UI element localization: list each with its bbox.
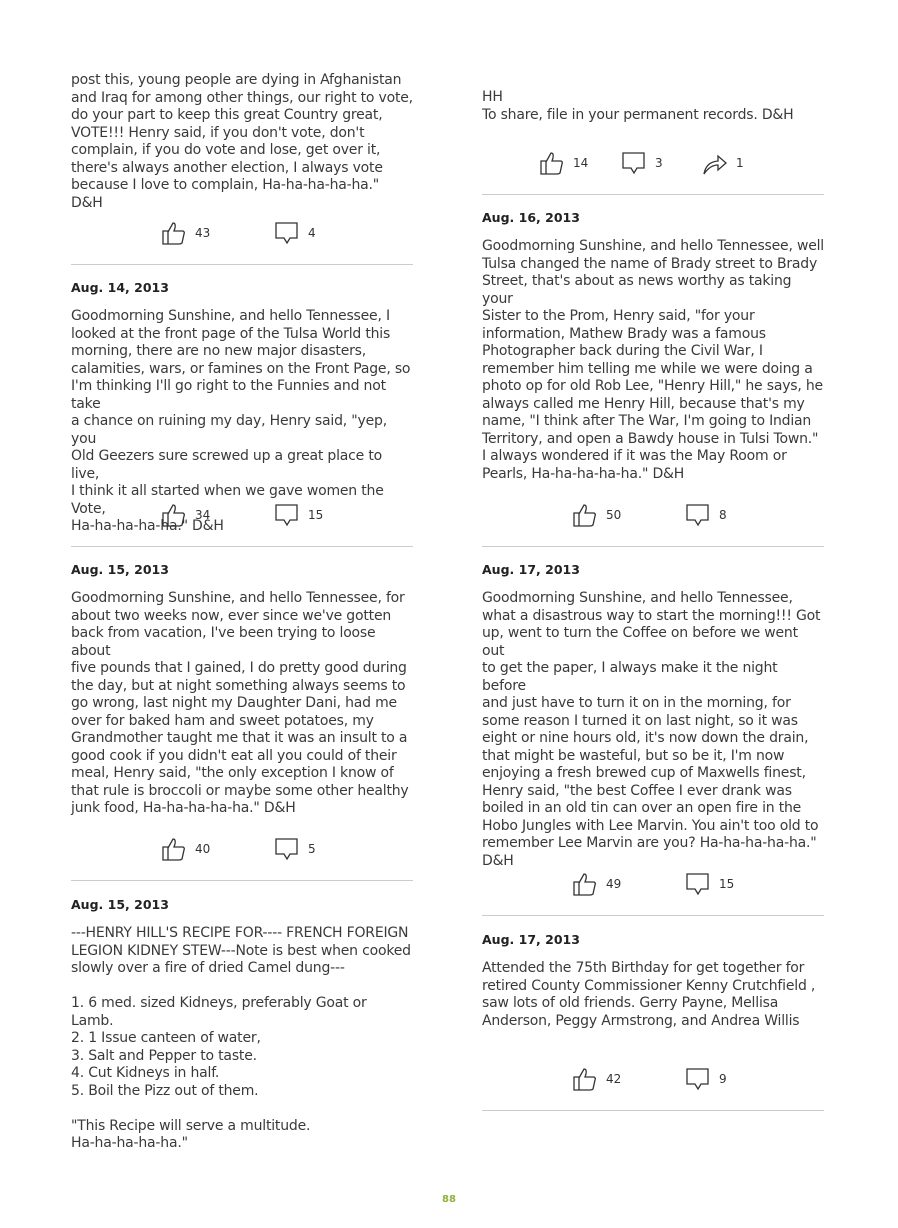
post-text: HH To share, file in your permanent records. D&H xyxy=(482,89,794,123)
thumbs-up-icon xyxy=(572,1066,598,1092)
divider xyxy=(71,264,413,265)
comment-icon xyxy=(274,220,300,246)
like-button[interactable] xyxy=(161,502,210,528)
reaction-bar xyxy=(482,150,824,190)
divider xyxy=(482,194,824,195)
comment-count: 4 xyxy=(308,226,316,240)
reaction-bar xyxy=(482,502,824,542)
post-text: post this, young people are dying in Afghanistan and Iraq for among other things, our right to vote, do your part to keep this great Country great, VOTE!!! Henry said, if you don't vote, don't complain, if you do vote and lose, get over it, there's always another election, I always vote because I love to complain, Ha-ha-ha-ha-ha." D&H xyxy=(71,72,413,211)
comment-icon xyxy=(274,836,300,862)
post xyxy=(71,895,413,1153)
thumbs-up-icon xyxy=(161,502,187,528)
reaction-bar xyxy=(482,871,824,911)
like-button[interactable] xyxy=(539,150,588,176)
comment-button[interactable] xyxy=(274,836,316,862)
share-count: 1 xyxy=(736,156,744,170)
post xyxy=(482,208,824,483)
comment-icon xyxy=(685,1066,711,1092)
like-count: 40 xyxy=(195,842,211,856)
comment-button[interactable] xyxy=(685,502,727,528)
thumbs-up-icon xyxy=(161,220,187,246)
comment-button[interactable] xyxy=(274,502,323,528)
divider xyxy=(482,1110,824,1111)
post-fragment xyxy=(482,89,824,124)
divider xyxy=(71,546,413,547)
post-text: ---HENRY HILL'S RECIPE FOR---- FRENCH FOREIGN LEGION KIDNEY STEW---Note is best when cooked slowly over a fire of dried Camel dung--- 1. 6 med. sized Kidneys, preferably Goat or Lamb. 2. 1 Issue canteen of water, 3. Salt and Pepper to taste. 4. Cut Kidneys in half. 5. Boil the Pizz out of them. "This Recipe will serve a multitude. Ha-ha-ha-ha-ha." xyxy=(71,925,411,1151)
like-button[interactable] xyxy=(161,836,210,862)
divider xyxy=(482,915,824,916)
like-button[interactable] xyxy=(572,502,621,528)
comment-button[interactable] xyxy=(685,871,734,897)
post-date: Aug. 17, 2013 xyxy=(482,932,580,947)
comment-count: 9 xyxy=(719,1072,727,1086)
post-text: Goodmorning Sunshine, and hello Tennessee, what a disastrous way to start the morning!!! Got up, went to turn the Coffee on before we went out to get the paper, I always make it the night before and just have to turn it on in the morning, for some reason I turned it on last night, so it was eight or nine hours old, it's now down the drain, that might be wasteful, but so be it, I'm now enjoying a fresh brewed cup of Maxwells finest, Henry said, "the best Coffee I ever drank was boiled in an old tin can over an open fire in the Hobo Jungles with Lee Marvin. You ain't too old to remember Lee Marvin are you? Ha-ha-ha-ha-ha." D&H xyxy=(482,590,821,869)
comment-count: 5 xyxy=(308,842,316,856)
post-date: Aug. 15, 2013 xyxy=(71,897,169,912)
post-text: Goodmorning Sunshine, and hello Tennessee, I looked at the front page of the Tulsa World this morning, there are no new major disasters, calamities, wars, or famines on the Front Page, so I'm thinking I'll go right to the Funnies and not take a chance on ruining my day, Henry said, "yep, you Old Geezers sure screwed up a great place to live, I think it all started when we gave women the Vote, Ha-ha-ha-ha-ha." D&H xyxy=(71,308,411,534)
like-count: 42 xyxy=(606,1072,622,1086)
post xyxy=(482,560,824,870)
comment-count: 15 xyxy=(308,508,324,522)
thumbs-up-icon xyxy=(539,150,565,176)
share-icon xyxy=(702,150,728,176)
divider xyxy=(482,546,824,547)
post xyxy=(71,278,413,536)
reaction-bar xyxy=(71,836,413,876)
thumbs-up-icon xyxy=(572,871,598,897)
like-count: 50 xyxy=(606,508,622,522)
comment-icon xyxy=(685,502,711,528)
divider xyxy=(71,880,413,881)
comment-button[interactable] xyxy=(274,220,316,246)
post-date: Aug. 15, 2013 xyxy=(71,562,169,577)
comment-icon xyxy=(685,871,711,897)
thumbs-up-icon xyxy=(161,836,187,862)
post-text: Goodmorning Sunshine, and hello Tennessee, for about two weeks now, ever since we've gotten back from vacation, I've been trying to loose about five pounds that I gained, I do pretty good during the day, but at night something always seems to go wrong, last night my Daughter Dani, had me over for baked ham and sweet potatoes, my Grandmother taught me that it was an insult to a good cook if you didn't eat all you could of their meal, Henry said, "the only exception I know of that rule is broccoli or maybe some other healthy junk food, Ha-ha-ha-ha-ha." D&H xyxy=(71,590,409,816)
post-text: Goodmorning Sunshine, and hello Tennessee, well Tulsa changed the name of Brady street to Brady Street, that's about as news worthy as taking your Sister to the Prom, Henry said, "for your information, Mathew Brady was a famous Photographer back during the Civil War, I remember him telling me while we were doing a photo op for old Rob Lee, "Henry Hill," he says, he always called me Henry Hill, because that's my name, "I think after The War, I'm going to Indian Territory, and open a Bawdy house in Tulsi Town." I always wondered if it was the May Room or Pearls, Ha-ha-ha-ha-ha." D&H xyxy=(482,238,825,482)
reaction-bar xyxy=(71,220,413,260)
comment-button[interactable] xyxy=(685,1066,727,1092)
post-text: Attended the 75th Birthday for get together for retired County Commissioner Kenny Crutchfield , saw lots of old friends. Gerry Payne, Mellisa Anderson, Peggy Armstrong, and Andrea Willis xyxy=(482,960,816,1029)
reaction-bar xyxy=(71,502,413,542)
comment-count: 15 xyxy=(719,877,735,891)
like-count: 49 xyxy=(606,877,622,891)
like-button[interactable] xyxy=(161,220,210,246)
comment-count: 8 xyxy=(719,508,727,522)
like-count: 34 xyxy=(195,508,211,522)
thumbs-up-icon xyxy=(572,502,598,528)
post xyxy=(482,930,824,1030)
comment-button[interactable] xyxy=(621,150,663,176)
post-date: Aug. 17, 2013 xyxy=(482,562,580,577)
reaction-bar xyxy=(482,1066,824,1106)
post-date: Aug. 16, 2013 xyxy=(482,210,580,225)
like-button[interactable] xyxy=(572,1066,621,1092)
comment-icon xyxy=(621,150,647,176)
comment-count: 3 xyxy=(655,156,663,170)
share-button[interactable] xyxy=(702,150,744,176)
post-fragment xyxy=(71,72,413,212)
like-count: 43 xyxy=(195,226,211,240)
post-date: Aug. 14, 2013 xyxy=(71,280,169,295)
comment-icon xyxy=(274,502,300,528)
like-count: 14 xyxy=(573,156,589,170)
page-number: 88 xyxy=(442,1194,456,1205)
post xyxy=(71,560,413,818)
like-button[interactable] xyxy=(572,871,621,897)
